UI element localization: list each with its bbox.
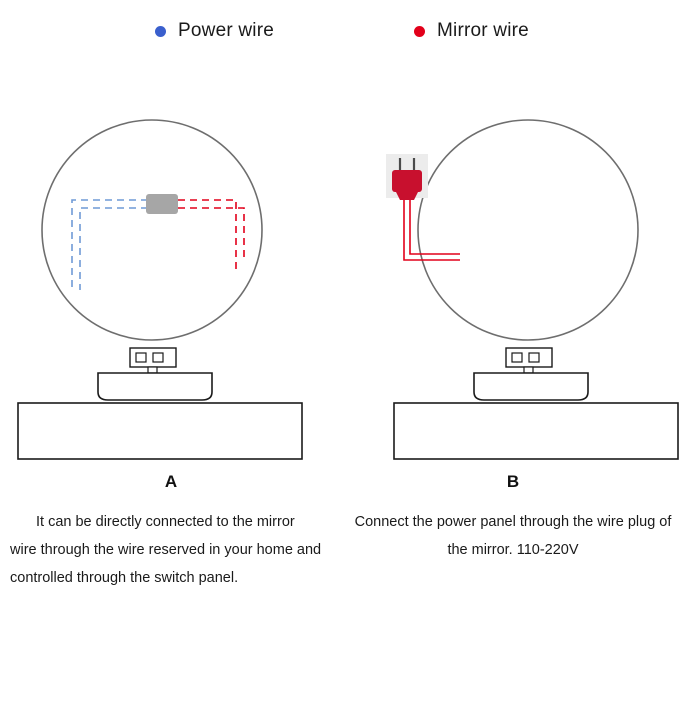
legend-item-mirror-wire (414, 20, 529, 42)
panel-a-letter: A (164, 472, 178, 491)
legend-dot-blue-icon (155, 26, 166, 37)
round-mirror-outline (418, 120, 638, 340)
counter-outline (394, 403, 678, 459)
diagram-panels (0, 100, 684, 592)
panel-b-caption: Connect the power panel through the wire plug of the mirror. 110-220V (354, 514, 672, 558)
switch-panel-button-left (136, 353, 146, 362)
legend-label-power-wire: Power wire (178, 20, 275, 41)
legend-item-power-wire (155, 20, 274, 42)
basin-outline (98, 373, 212, 400)
panel-a (0, 100, 342, 592)
legend-dot-red-icon (414, 26, 425, 37)
legend (0, 20, 684, 42)
wire-connector-block (146, 194, 178, 214)
switch-panel-stem (524, 367, 533, 373)
legend-label-mirror-wire: Mirror wire (437, 20, 529, 41)
panel-b-letter: B (506, 472, 520, 491)
round-mirror-outline (42, 120, 262, 340)
switch-panel-button-right (153, 353, 163, 362)
switch-panel-button-left (512, 353, 522, 362)
basin-outline (474, 373, 588, 400)
panel-b-illustration (342, 100, 684, 470)
panel-b (342, 100, 684, 592)
plug-body-icon (392, 170, 422, 192)
counter-outline (18, 403, 302, 459)
switch-panel-stem (148, 367, 157, 373)
switch-panel-button-right (529, 353, 539, 362)
plug-neck-icon (396, 192, 418, 200)
panel-a-illustration (0, 100, 342, 470)
panel-a-caption: It can be directly connected to the mirror wire through the wire reserved in your home and controlled through the switch panel. (10, 514, 322, 586)
